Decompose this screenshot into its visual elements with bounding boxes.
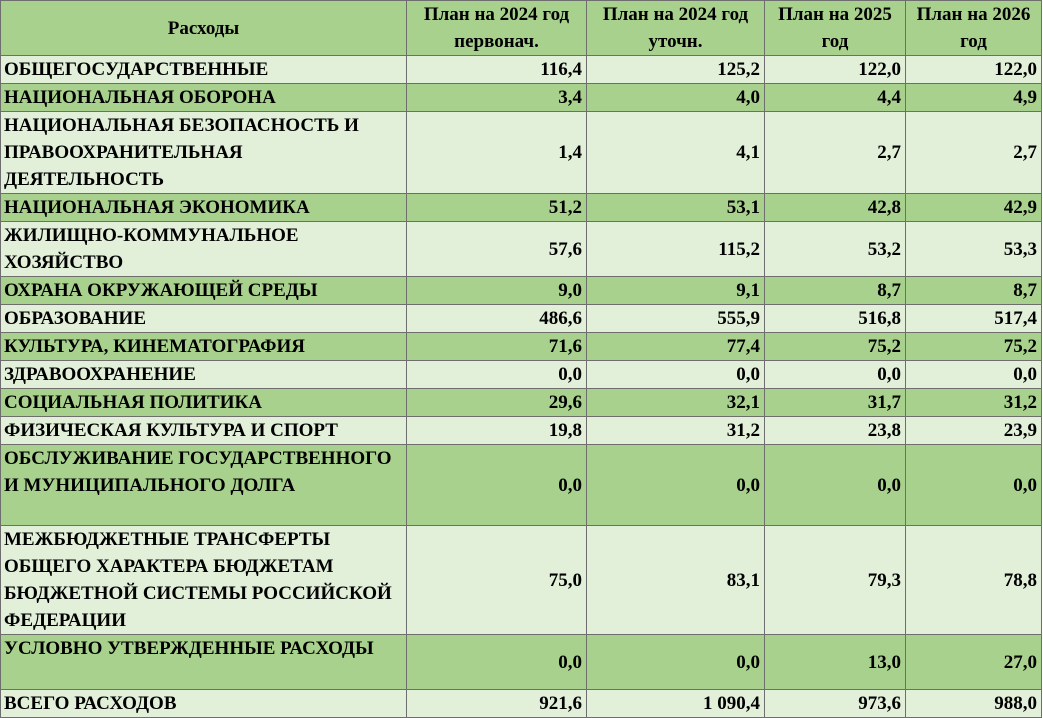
- total-row: [1, 690, 1042, 718]
- header-line: План на 2024 год: [602, 4, 749, 25]
- header-line: План на 2026: [916, 4, 1031, 25]
- value-2024-initial: 486,6: [407, 305, 587, 333]
- expense-name: НАЦИОНАЛЬНАЯ ЭКОНОМИКА: [1, 194, 407, 222]
- header-line: год: [960, 31, 987, 52]
- value-2024-initial: 19,8: [407, 417, 587, 445]
- expense-name: НАЦИОНАЛЬНАЯ БЕЗОПАСНОСТЬ И ПРАВООХРАНИТЕЛЬНАЯ ДЕЯТЕЛЬНОСТЬ: [1, 112, 407, 194]
- header-line: уточн.: [648, 31, 703, 52]
- value-2024-initial: 29,6: [407, 389, 587, 417]
- value-2026: 122,0: [906, 56, 1042, 84]
- value-2024-revised: 555,9: [587, 305, 765, 333]
- value-2024-revised: 125,2: [587, 56, 765, 84]
- header-line: первонач.: [454, 31, 539, 52]
- value-2025: 23,8: [765, 417, 906, 445]
- value-2025: 42,8: [765, 194, 906, 222]
- value-2024-revised: 0,0: [587, 445, 765, 526]
- expense-name: КУЛЬТУРА, КИНЕМАТОГРАФИЯ: [1, 333, 407, 361]
- table-row: [1, 333, 1042, 361]
- value-2025: 0,0: [765, 361, 906, 389]
- value-2025: 8,7: [765, 277, 906, 305]
- value-2024-initial: 0,0: [407, 361, 587, 389]
- value-2024-revised: 77,4: [587, 333, 765, 361]
- table-row: [1, 417, 1042, 445]
- value-2026: 2,7: [906, 112, 1042, 194]
- expense-name: ОБСЛУЖИВАНИЕ ГОСУДАРСТВЕННОГО И МУНИЦИПАЛЬНОГО ДОЛГА: [1, 445, 407, 526]
- value-2024-initial: 1,4: [407, 112, 587, 194]
- value-2024-initial: 0,0: [407, 635, 587, 690]
- value-2024-revised: 32,1: [587, 389, 765, 417]
- expense-name: ОБРАЗОВАНИЕ: [1, 305, 407, 333]
- value-2026: 0,0: [906, 361, 1042, 389]
- value-2024-revised: 0,0: [587, 635, 765, 690]
- total-2026: 988,0: [906, 690, 1042, 718]
- value-2026: 42,9: [906, 194, 1042, 222]
- expense-name: ЖИЛИЩНО-КОММУНАЛЬНОЕ ХОЗЯЙСТВО: [1, 222, 407, 277]
- header-line: год: [821, 31, 849, 52]
- table-row: [1, 194, 1042, 222]
- value-2024-initial: 116,4: [407, 56, 587, 84]
- total-2025: 973,6: [765, 690, 906, 718]
- value-2025: 53,2: [765, 222, 906, 277]
- table-row: [1, 635, 1042, 690]
- value-2026: 23,9: [906, 417, 1042, 445]
- header-plan-2024-initial: [407, 1, 587, 56]
- total-2024-initial: 921,6: [407, 690, 587, 718]
- table-row: [1, 445, 1042, 526]
- value-2025: 75,2: [765, 333, 906, 361]
- header-line: План на 2024 год: [423, 4, 570, 25]
- value-2024-revised: 9,1: [587, 277, 765, 305]
- expense-name: ОБЩЕГОСУДАРСТВЕННЫЕ: [1, 56, 407, 84]
- header-plan-2024-revised: [587, 1, 765, 56]
- table-row: [1, 222, 1042, 277]
- value-2025: 0,0: [765, 445, 906, 526]
- header-line: План на 2025: [778, 4, 892, 25]
- value-2026: 8,7: [906, 277, 1042, 305]
- table-row: [1, 277, 1042, 305]
- expense-name: НАЦИОНАЛЬНАЯ ОБОРОНА: [1, 84, 407, 112]
- expense-name: МЕЖБЮДЖЕТНЫЕ ТРАНСФЕРТЫ ОБЩЕГО ХАРАКТЕРА БЮДЖЕТАМ БЮДЖЕТНОЙ СИСТЕМЫ РОССИЙСКОЙ ФЕДЕРАЦИИ: [1, 526, 407, 635]
- value-2025: 122,0: [765, 56, 906, 84]
- value-2024-revised: 53,1: [587, 194, 765, 222]
- value-2024-revised: 4,0: [587, 84, 765, 112]
- value-2025: 2,7: [765, 112, 906, 194]
- expense-name: СОЦИАЛЬНАЯ ПОЛИТИКА: [1, 389, 407, 417]
- value-2024-revised: 115,2: [587, 222, 765, 277]
- value-2026: 78,8: [906, 526, 1042, 635]
- table-row: [1, 361, 1042, 389]
- value-2024-initial: 57,6: [407, 222, 587, 277]
- value-2024-initial: 51,2: [407, 194, 587, 222]
- total-2024-revised: 1 090,4: [587, 690, 765, 718]
- value-2026: 0,0: [906, 445, 1042, 526]
- value-2024-revised: 83,1: [587, 526, 765, 635]
- value-2024-initial: 9,0: [407, 277, 587, 305]
- value-2024-revised: 4,1: [587, 112, 765, 194]
- value-2026: 27,0: [906, 635, 1042, 690]
- value-2026: 31,2: [906, 389, 1042, 417]
- value-2024-initial: 71,6: [407, 333, 587, 361]
- value-2024-initial: 0,0: [407, 445, 587, 526]
- table-row: [1, 84, 1042, 112]
- header-plan-2026: [906, 1, 1042, 56]
- value-2025: 516,8: [765, 305, 906, 333]
- total-label: ВСЕГО РАСХОДОВ: [1, 690, 407, 718]
- expense-name: ФИЗИЧЕСКАЯ КУЛЬТУРА И СПОРТ: [1, 417, 407, 445]
- header-plan-2025: [765, 1, 906, 56]
- expense-name: УСЛОВНО УТВЕРЖДЕННЫЕ РАСХОДЫ: [1, 635, 407, 690]
- table-row: [1, 305, 1042, 333]
- table-row: [1, 389, 1042, 417]
- value-2025: 31,7: [765, 389, 906, 417]
- expense-name: ОХРАНА ОКРУЖАЮЩЕЙ СРЕДЫ: [1, 277, 407, 305]
- value-2026: 4,9: [906, 84, 1042, 112]
- table-row: [1, 526, 1042, 635]
- value-2024-revised: 31,2: [587, 417, 765, 445]
- value-2024-initial: 75,0: [407, 526, 587, 635]
- header-row: [1, 1, 1042, 56]
- header-expenses: Расходы: [1, 1, 407, 56]
- value-2025: 13,0: [765, 635, 906, 690]
- value-2026: 517,4: [906, 305, 1042, 333]
- value-2026: 75,2: [906, 333, 1042, 361]
- value-2025: 79,3: [765, 526, 906, 635]
- table-row: [1, 56, 1042, 84]
- table-row: [1, 112, 1042, 194]
- value-2024-revised: 0,0: [587, 361, 765, 389]
- value-2026: 53,3: [906, 222, 1042, 277]
- value-2024-initial: 3,4: [407, 84, 587, 112]
- value-2025: 4,4: [765, 84, 906, 112]
- expense-name: ЗДРАВООХРАНЕНИЕ: [1, 361, 407, 389]
